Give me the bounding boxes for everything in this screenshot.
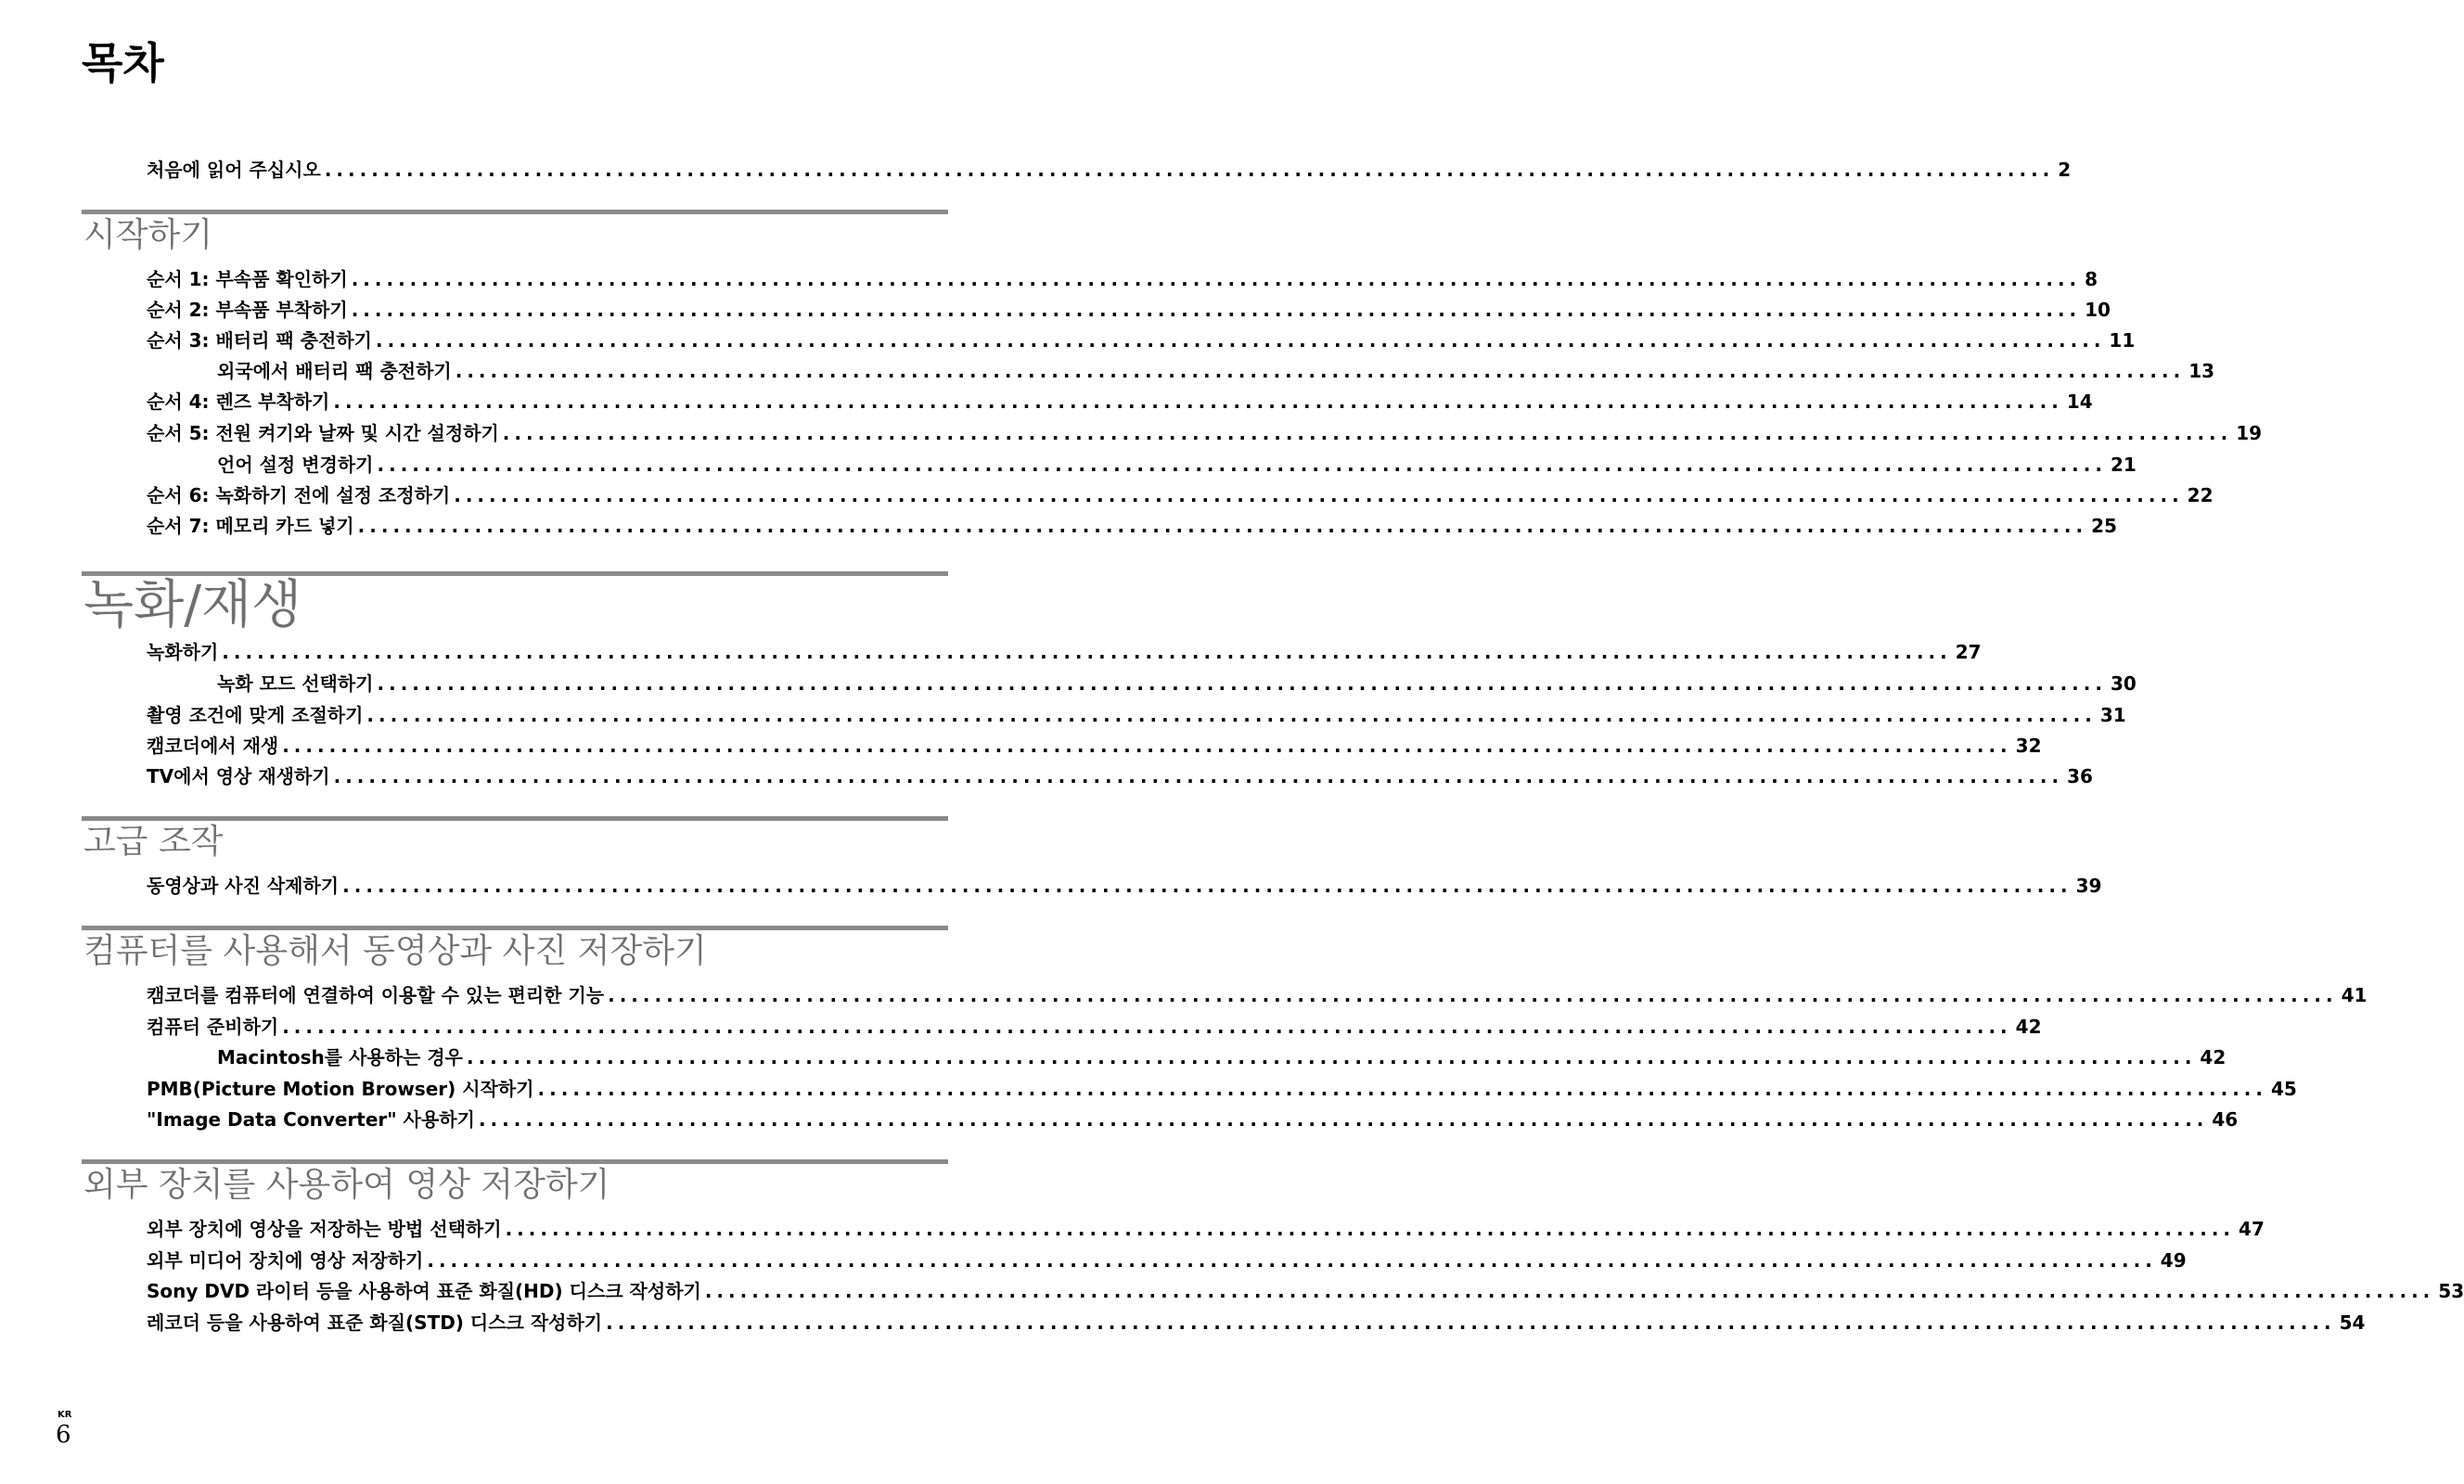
toc-entry-label: Sony DVD 라이터 등을 사용하여 표준 화질(HD) 디스크 작성하기 <box>147 1280 701 1302</box>
toc-entry-page: 54 <box>2339 1311 2366 1334</box>
leader-dots: .................................................................................................................................................... <box>342 875 2073 897</box>
section-divider <box>82 1159 948 1164</box>
section-title-external-devices: 외부 장치를 사용하여 영상 저장하기 <box>83 1166 610 1204</box>
leader-dots: .................................................................................................................................................... <box>537 1078 2267 1100</box>
toc-entry-label: 촬영 조건에 맞게 조절하기 <box>147 704 364 726</box>
toc-entry[interactable] <box>147 1245 2187 1273</box>
leader-dots: .................................................................................................................................................... <box>427 1249 2157 1272</box>
region-code: KR <box>58 1410 72 1420</box>
leader-dots: .................................................................................................................................................... <box>282 735 2012 757</box>
toc-entry-label: 외부 미디어 장치에 영상 저장하기 <box>147 1249 424 1272</box>
toc-entry-label: TV에서 영상 재생하기 <box>147 765 330 787</box>
toc-entry-label: 처음에 읽어 주십시오 <box>147 159 321 181</box>
toc-entry-page: 46 <box>2212 1108 2239 1131</box>
toc-entry[interactable] <box>147 1275 2464 1303</box>
toc-entry[interactable] <box>147 761 2093 788</box>
toc-entry[interactable] <box>147 386 2093 414</box>
toc-entry-label: 외부 장치에 영상을 저장하는 방법 선택하기 <box>147 1218 502 1240</box>
toc-entry-label: 녹화 모드 선택하기 <box>217 672 374 695</box>
toc-entry-page: 36 <box>2067 765 2093 787</box>
toc-entry[interactable] <box>147 263 2098 291</box>
leader-dots: .................................................................................................................................................... <box>608 984 2338 1006</box>
toc-entry[interactable] <box>217 668 2137 696</box>
leader-dots: .................................................................................................................................................... <box>502 422 2233 444</box>
toc-entry-page: 31 <box>2099 704 2126 726</box>
toc-entry-label: 컴퓨터 준비하기 <box>147 1016 279 1038</box>
leader-dots: .................................................................................................................................................... <box>324 159 2055 181</box>
leader-dots: .................................................................................................................................................... <box>377 672 2107 695</box>
toc-entry-page: 45 <box>2271 1078 2297 1100</box>
toc-entry[interactable] <box>147 294 2111 322</box>
toc-entry[interactable] <box>147 480 2214 507</box>
toc-entry[interactable] <box>147 1011 2042 1039</box>
leader-dots: .................................................................................................................................................... <box>333 765 2064 787</box>
leader-dots: .................................................................................................................................................... <box>455 360 2186 382</box>
toc-entry-label: 순서 7: 메모리 카드 넣기 <box>147 515 354 537</box>
toc-entry[interactable] <box>147 1073 2297 1101</box>
toc-entry-page: 10 <box>2085 299 2111 321</box>
leader-dots: .................................................................................................................................................... <box>377 454 2107 476</box>
section-title-computer: 컴퓨터를 사용해서 동영상과 사진 저장하기 <box>83 932 707 970</box>
toc-entry-page: 21 <box>2110 454 2137 476</box>
toc-entry-page: 47 <box>2239 1218 2265 1240</box>
toc-entry-label: "Image Data Converter" 사용하기 <box>147 1108 475 1131</box>
toc-entry-label: 캠코더에서 재생 <box>147 735 279 757</box>
toc-entry[interactable] <box>147 1104 2239 1132</box>
toc-entry-page: 14 <box>2066 390 2093 413</box>
leader-dots: .................................................................................................................................................... <box>222 641 1952 663</box>
toc-entry-page: 11 <box>2109 329 2136 352</box>
toc-entry-page: 49 <box>2160 1249 2187 1272</box>
toc-entry[interactable] <box>147 510 2117 538</box>
section-divider <box>82 210 948 214</box>
toc-entry[interactable] <box>147 730 2042 758</box>
toc-entry[interactable] <box>147 1213 2265 1241</box>
toc-entry-label: 녹화하기 <box>147 641 219 663</box>
toc-entry[interactable] <box>217 1042 2227 1069</box>
leader-dots: .................................................................................................................................................... <box>366 704 2097 726</box>
toc-entry-page: 27 <box>1955 641 1982 663</box>
section-title-advanced: 고급 조작 <box>83 823 224 861</box>
toc-entry-page: 32 <box>2015 735 2042 757</box>
toc-entry[interactable] <box>147 417 2263 445</box>
toc-entry-label: Macintosh를 사용하는 경우 <box>217 1046 463 1068</box>
toc-entry-label: 순서 5: 전원 켜기와 날짜 및 시간 설정하기 <box>147 422 499 444</box>
toc-entry-page: 19 <box>2236 422 2263 444</box>
leader-dots: .................................................................................................................................................... <box>333 390 2063 413</box>
toc-entry-page: 53 <box>2438 1280 2464 1302</box>
toc-entry-label: 레코더 등을 사용하여 표준 화질(STD) 디스크 작성하기 <box>147 1311 603 1334</box>
leader-dots: .................................................................................................................................................... <box>351 268 2082 290</box>
page-title: 목차 <box>82 38 164 88</box>
leader-dots: .................................................................................................................................................... <box>505 1218 2236 1240</box>
toc-entry-label: 외국에서 배터리 팩 충전하기 <box>217 360 452 382</box>
section-divider <box>82 816 948 821</box>
page-number: 6 <box>56 1421 71 1449</box>
leader-dots: .................................................................................................................................................... <box>282 1016 2012 1038</box>
toc-entry[interactable] <box>147 1307 2366 1335</box>
toc-entry[interactable] <box>147 699 2126 727</box>
toc-entry-label: 순서 6: 녹화하기 전에 설정 조정하기 <box>147 484 451 506</box>
toc-entry-page: 22 <box>2187 484 2214 506</box>
toc-entry[interactable] <box>147 325 2136 352</box>
leader-dots: .................................................................................................................................................... <box>454 484 2184 506</box>
toc-entry-page: 42 <box>2015 1016 2042 1038</box>
leader-dots: .................................................................................................................................................... <box>478 1108 2209 1131</box>
section-title-getting-started: 시작하기 <box>83 216 213 254</box>
toc-entry-label: 순서 4: 렌즈 부착하기 <box>147 390 330 413</box>
toc-entry[interactable] <box>217 355 2215 383</box>
toc-entry-page: 42 <box>2200 1046 2227 1068</box>
toc-entry[interactable] <box>147 979 2368 1007</box>
toc-entry-preface[interactable] <box>147 154 2072 182</box>
toc-entry-label: 순서 1: 부속품 확인하기 <box>147 268 348 290</box>
toc-entry[interactable] <box>217 449 2137 477</box>
toc-entry-label: 순서 3: 배터리 팩 충전하기 <box>147 329 372 352</box>
toc-entry-page: 13 <box>2188 360 2215 382</box>
toc-entry-label: 언어 설정 변경하기 <box>217 454 374 476</box>
toc-entry-page: 8 <box>2085 268 2098 290</box>
section-title-recording-playback: 녹화/재생 <box>83 575 302 635</box>
toc-entry-page: 2 <box>2058 159 2072 181</box>
leader-dots: .................................................................................................................................................... <box>357 515 2088 537</box>
leader-dots: .................................................................................................................................................... <box>704 1280 2435 1302</box>
toc-entry[interactable] <box>147 636 1982 664</box>
leader-dots: .................................................................................................................................................... <box>351 299 2082 321</box>
toc-entry-label: 순서 2: 부속품 부착하기 <box>147 299 348 321</box>
section-divider <box>82 926 948 930</box>
toc-entry-label: 캠코더를 컴퓨터에 연결하여 이용할 수 있는 편리한 기능 <box>147 984 605 1006</box>
toc-entry-label: 동영상과 사진 삭제하기 <box>147 875 340 897</box>
toc-entry-page: 41 <box>2341 984 2368 1006</box>
toc-entry-label: PMB(Picture Motion Browser) 시작하기 <box>147 1078 534 1100</box>
leader-dots: .................................................................................................................................................... <box>606 1311 2336 1334</box>
toc-entry-page: 25 <box>2091 515 2117 537</box>
toc-entry[interactable] <box>147 870 2102 898</box>
leader-dots: .................................................................................................................................................... <box>375 329 2106 352</box>
toc-entry-page: 30 <box>2110 672 2137 695</box>
leader-dots: .................................................................................................................................................... <box>466 1046 2197 1068</box>
toc-entry-page: 39 <box>2075 875 2102 897</box>
